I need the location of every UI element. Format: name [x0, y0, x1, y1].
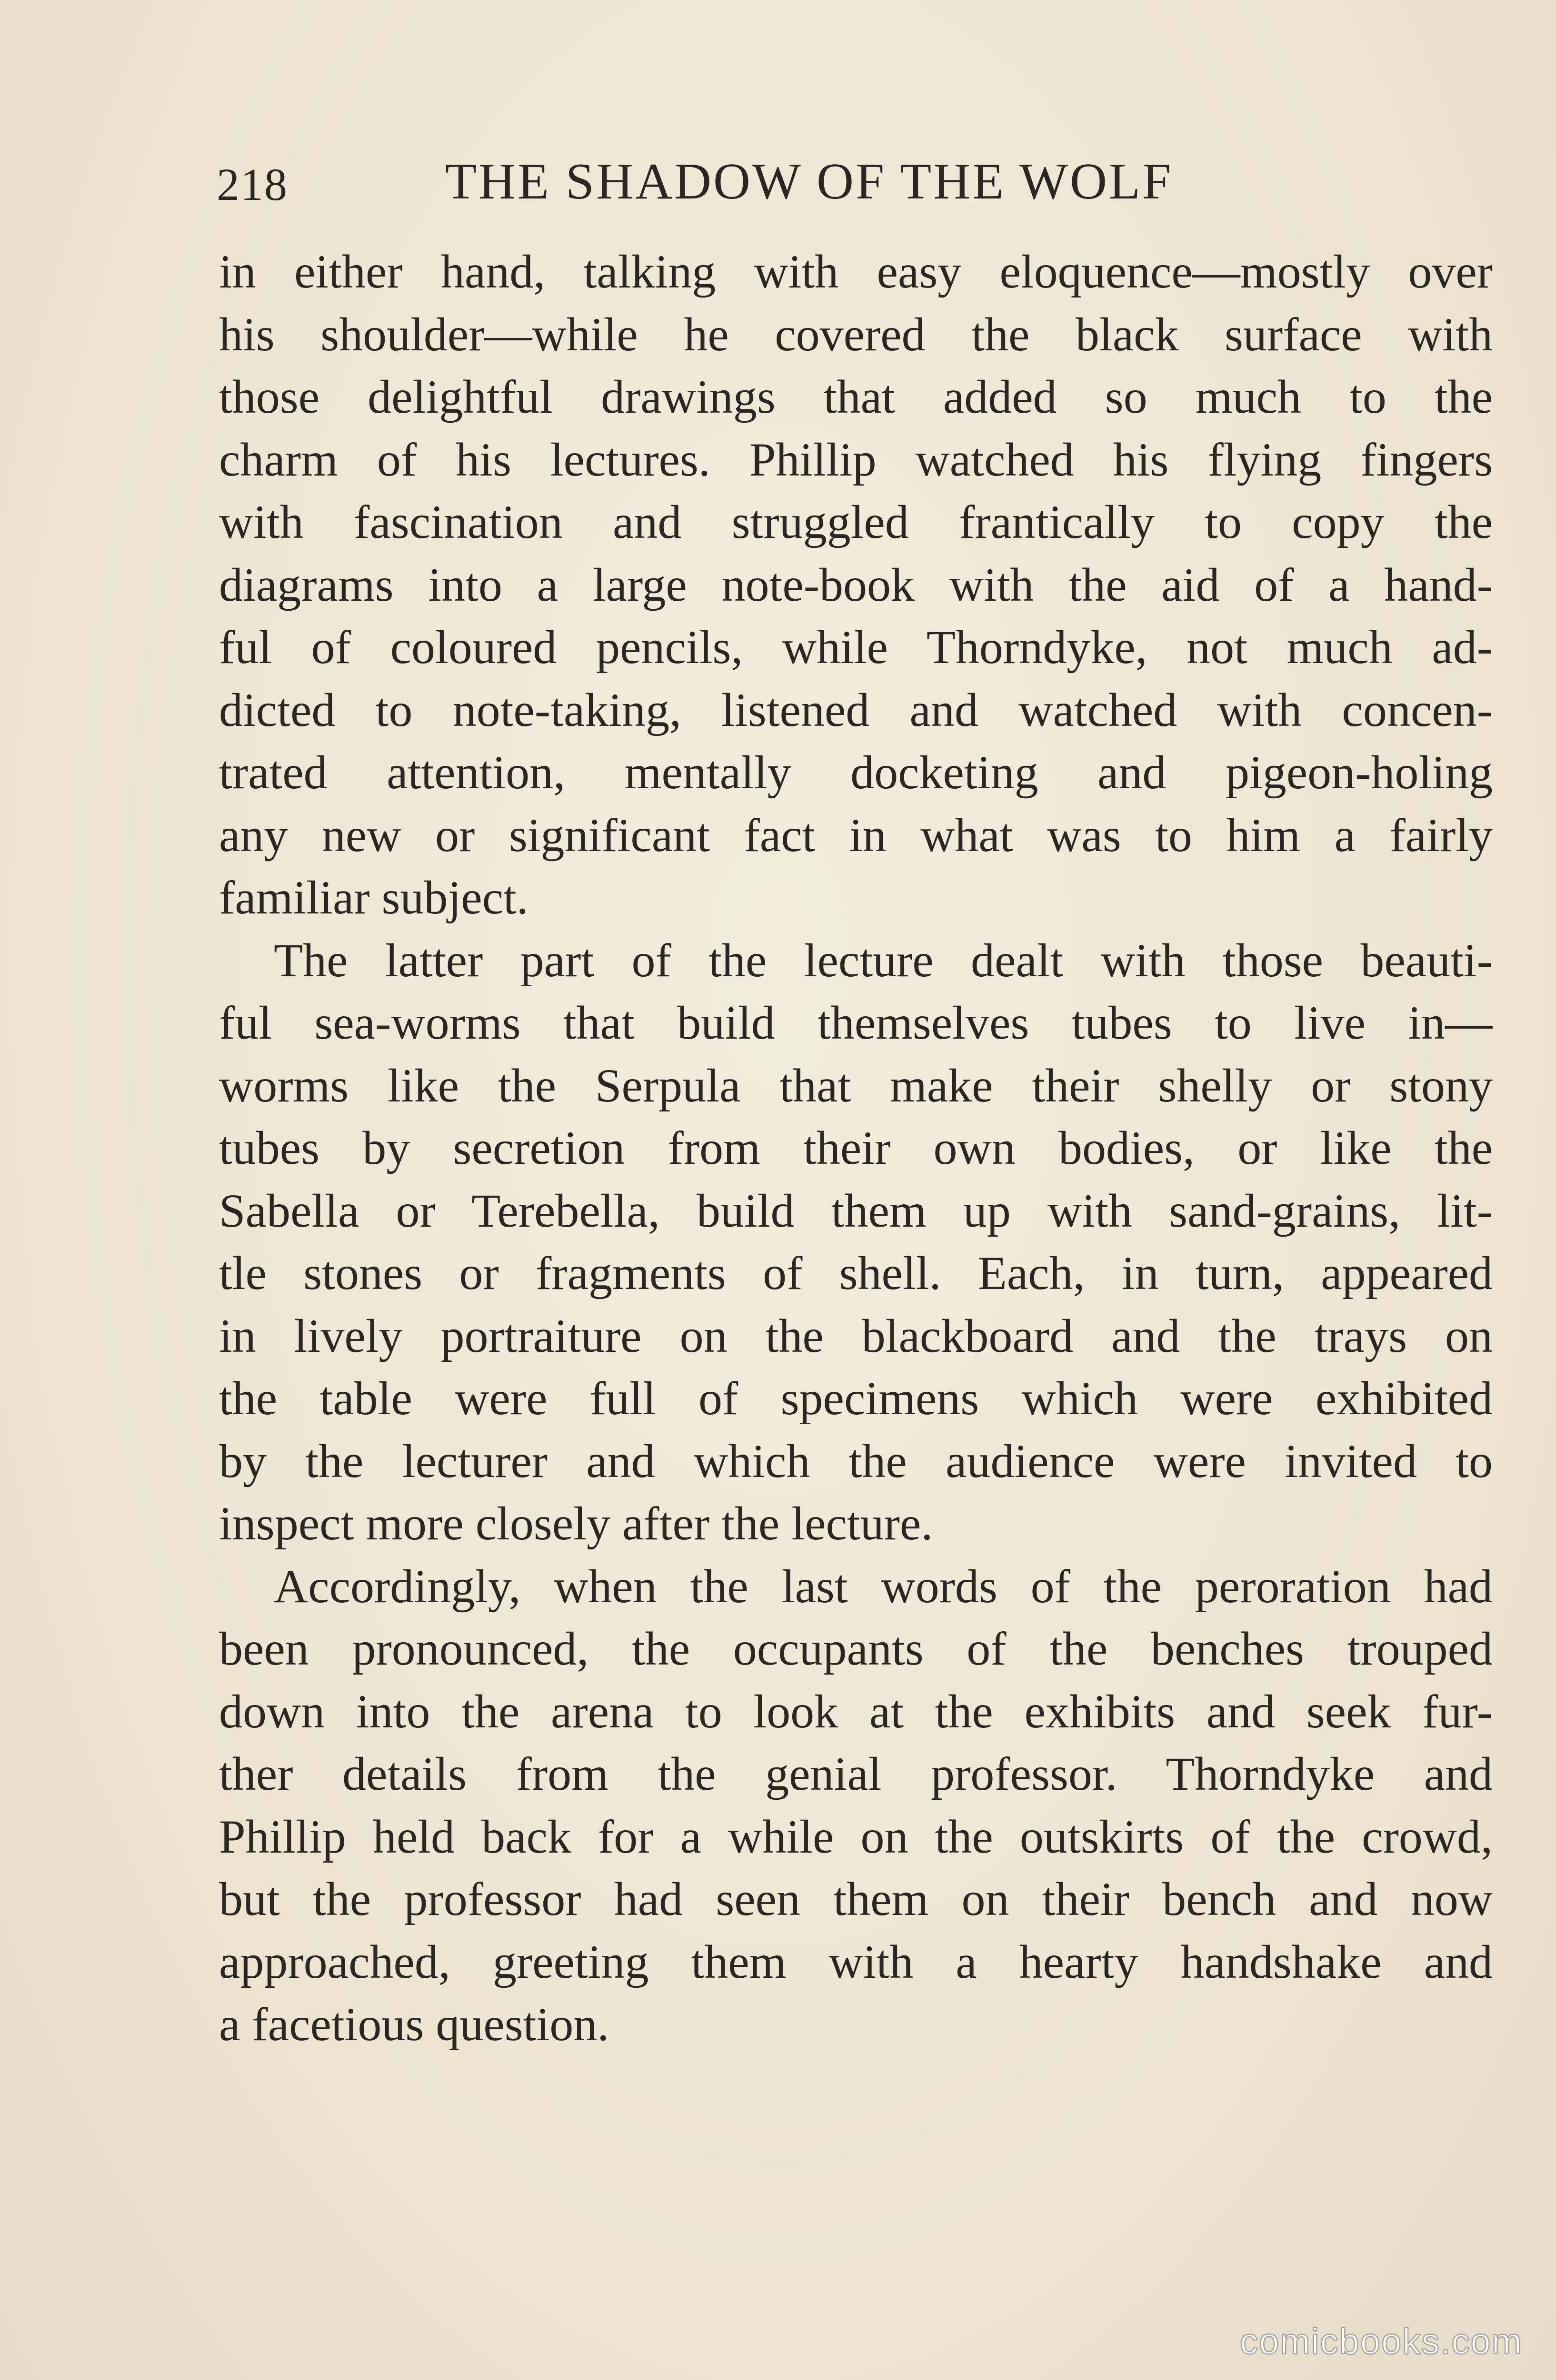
running-title: THE SHADOW OF THE WOLF — [445, 153, 1173, 210]
text-line: worms like the Serpula that make their shelly or stony — [219, 1059, 1493, 1112]
text-line: tle stones or fragments of shell. Each, in turn, appeared — [219, 1247, 1493, 1299]
text-line: in either hand, talking with easy eloquence—mostly over — [219, 245, 1493, 298]
page-number: 218 — [217, 159, 288, 210]
text-line: any new or significant fact in what was to him a fairly — [219, 808, 1493, 862]
text-line: ther details from the genial professor. Thorndyke and — [219, 1747, 1493, 1800]
text-line: been pronounced, the occupants of the benches trouped — [219, 1622, 1493, 1675]
text-line: ful of coloured pencils, while Thorndyke, not much ad- — [219, 621, 1493, 674]
paragraph-end-line: familiar subject. — [219, 871, 529, 924]
text-line: diagrams into a large note-book with the aid of a hand- — [219, 558, 1493, 611]
paragraph-end-line: a facetious question. — [219, 1998, 609, 2051]
text-line: but the professor had seen them on their bench and now — [219, 1873, 1493, 1925]
paragraph-start-line: Accordingly, when the last words of the peroration had — [274, 1559, 1493, 1613]
text-line: Sabella or Terebella, build them up with sand-grains, lit- — [219, 1184, 1493, 1237]
page-header — [217, 143, 1483, 224]
paragraph-end-line: inspect more closely after the lecture. — [219, 1497, 933, 1550]
text-line: in lively portraiture on the blackboard and the trays on — [219, 1309, 1493, 1362]
text-line: tubes by secretion from their own bodies, or like the — [219, 1121, 1493, 1174]
watermark: comicbooks.com — [1240, 2321, 1523, 2362]
text-line: approached, greeting them with a hearty handshake and — [219, 1935, 1493, 1988]
text-line: with fascination and struggled frantically to copy the — [219, 496, 1493, 548]
text-line: his shoulder—while he covered the black surface with — [219, 307, 1493, 361]
text-line: the table were full of specimens which were exhibited — [219, 1372, 1493, 1425]
text-line: dicted to note-taking, listened and watched with concen- — [219, 683, 1493, 736]
paragraph-start-line: The latter part of the lecture dealt with those beauti- — [274, 933, 1493, 987]
text-line: those delightful drawings that added so much to the — [219, 370, 1493, 423]
text-line: down into the arena to look at the exhibits and seek fur- — [219, 1685, 1493, 1738]
text-line: Phillip held back for a while on the outskirts of the crowd, — [219, 1810, 1493, 1863]
text-line: by the lecturer and which the audience were invited to — [219, 1434, 1493, 1488]
text-line: charm of his lectures. Phillip watched his flying fingers — [219, 433, 1493, 486]
text-line: ful sea-worms that build themselves tubes to live in— — [219, 996, 1493, 1049]
body-text — [219, 240, 1493, 2056]
text-line: trated attention, mentally docketing and pigeon-holing — [219, 746, 1493, 799]
